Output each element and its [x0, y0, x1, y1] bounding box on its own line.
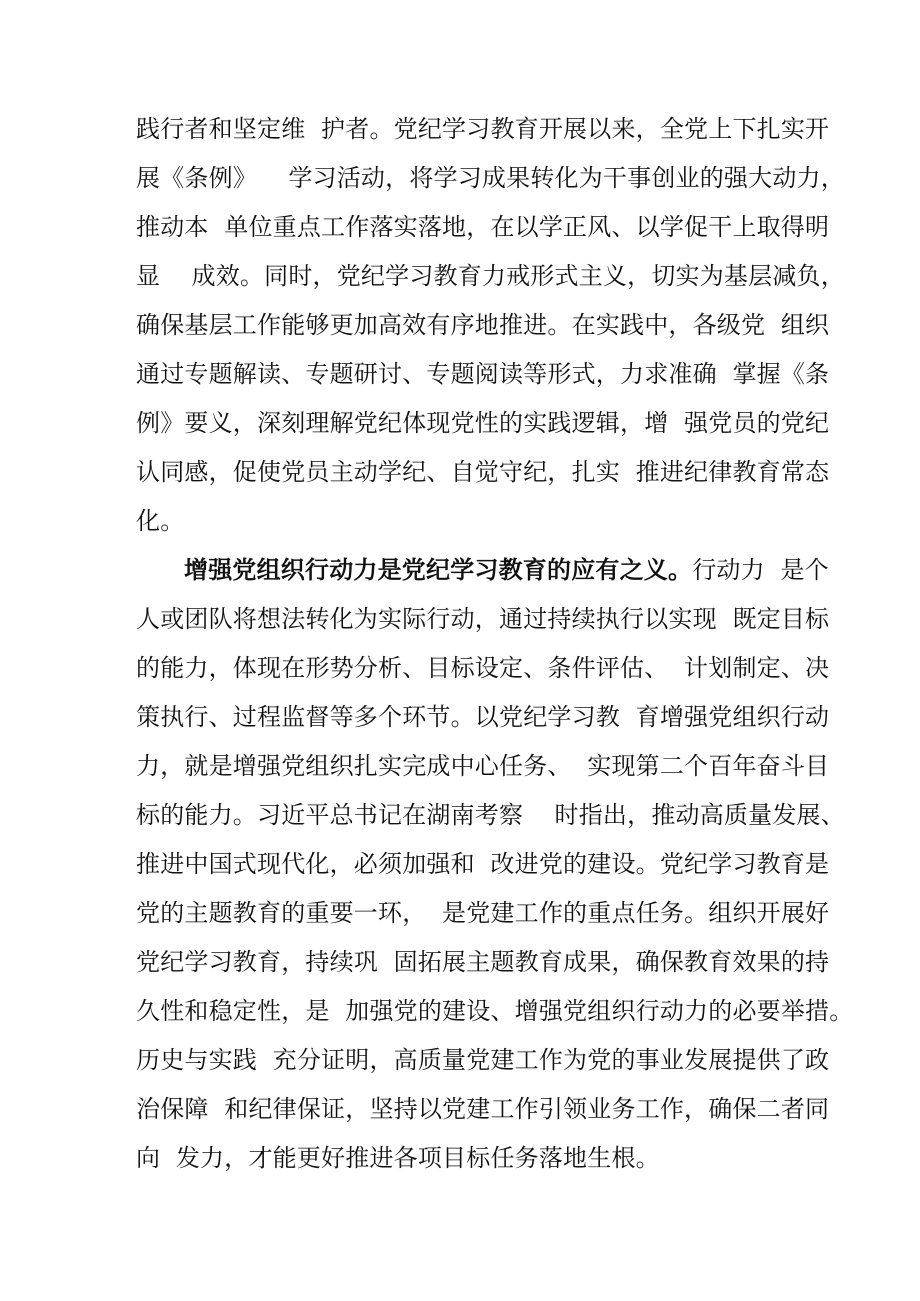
paragraph-line: 通过专题解读、专题研讨、专题阅读等形式，力求准确 掌握《条: [136, 360, 830, 388]
paragraph-line: 化。: [136, 507, 185, 535]
paragraph-line: 例》要义，深刻理解党纪体现党性的实践逻辑，增 强党员的党纪: [136, 409, 830, 437]
paragraph-line: 策执行、过程监督等多个环节。以党纪学习教 育增强党组织行动: [136, 703, 830, 731]
paragraph-line: 显 成效。同时，党纪学习教育力戒形式主义，切实为基层减负，: [136, 262, 845, 290]
paragraph-line: 推动本 单位重点工作落实落地，在以学正风、以学促干上取得明: [136, 213, 830, 241]
paragraph-line: 推进中国式现代化，必须加强和 改进党的建设。党纪学习教育是: [136, 850, 830, 878]
paragraph-line: 确保基层工作能够更加高效有序地推进。在实践中，各级党 组织: [136, 311, 830, 339]
paragraph-line: 人或团队将想法转化为实际行动，通过持续执行以实现 既定目标: [136, 605, 830, 633]
paragraph-line: 治保障 和纪律保证，坚持以党建工作引领业务工作，确保二者同: [136, 1095, 830, 1123]
paragraph-line: 践行者和坚定维 护者。党纪学习教育开展以来，全党上下扎实开: [136, 115, 830, 143]
paragraph-lead-sentence: 增强党组织行动力是党纪学习教育的应有之义。: [184, 555, 693, 584]
paragraph-line: 力，就是增强党组织扎实完成中心任务、 实现第二个百年奋斗目: [136, 752, 830, 780]
paragraph-line: 认同感，促使党员主动学纪、自觉守纪，扎实 推进纪律教育常态: [136, 458, 830, 486]
paragraph-first-line: [184, 555, 864, 585]
paragraph-line: 向 发力，才能更好推进各项目标任务落地生根。: [136, 1144, 660, 1172]
paragraph-line: 党的主题教育的重要一环， 是党建工作的重点任务。组织开展好: [136, 899, 830, 927]
paragraph-line: 展《条例》 学习活动，将学习成果转化为干事创业的强大动力，: [136, 164, 845, 192]
paragraph-line: 久性和稳定性，是 加强党的建设、增强党组织行动力的必要举措。: [136, 997, 854, 1025]
paragraph-line: 历史与实践 充分证明，高质量党建工作为党的事业发展提供了政: [136, 1046, 830, 1074]
paragraph-line: 标的能力。习近平总书记在湖南考察 时指出，推动高质量发展、: [136, 801, 845, 829]
paragraph-line-rest: 行动力 是个: [692, 556, 829, 584]
paragraph-line: 党纪学习教育，持续巩 固拓展主题教育成果，确保教育效果的持: [136, 948, 830, 976]
paragraph-line: 的能力，体现在形势分析、目标设定、条件评估、 计划制定、决: [136, 654, 830, 682]
